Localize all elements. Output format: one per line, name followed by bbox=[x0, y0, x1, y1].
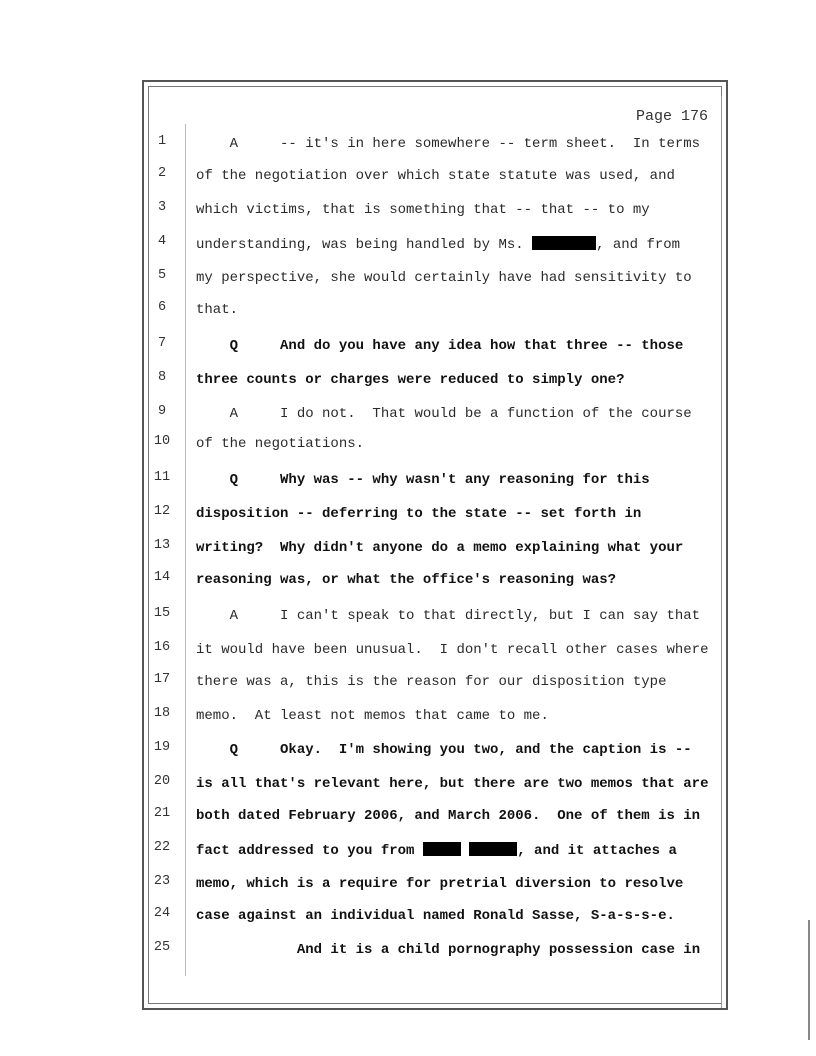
answer-text bbox=[196, 236, 680, 253]
line-text-segment: memo, which is a require for pretrial diversion to resolve bbox=[196, 876, 684, 892]
line-text-segment: A I do not. That would be a function of the course bbox=[229, 406, 692, 422]
line-number: 17 bbox=[153, 672, 171, 687]
line-text-segment: disposition -- deferring to the state -- set forth in bbox=[196, 506, 642, 522]
answer-text bbox=[196, 136, 700, 152]
line-number: 2 bbox=[157, 166, 167, 181]
line-text-segment: is all that's relevant here, but there are two memos that are bbox=[196, 776, 709, 792]
transcript-line bbox=[0, 404, 760, 424]
transcript-line bbox=[0, 336, 760, 356]
line-number: 6 bbox=[157, 300, 167, 315]
transcript-line bbox=[0, 640, 760, 660]
question-text bbox=[196, 472, 650, 488]
answer-text bbox=[196, 708, 549, 724]
question-text bbox=[196, 942, 700, 958]
transcript-line bbox=[0, 740, 760, 760]
line-number: 1 bbox=[157, 134, 167, 149]
line-text-segment bbox=[461, 843, 469, 859]
transcript-line bbox=[0, 434, 760, 454]
line-text-segment: writing? Why didn't anyone do a memo explaining what your bbox=[196, 540, 684, 556]
line-text-segment: , and it attaches a bbox=[517, 843, 677, 859]
page-number: Page 176 bbox=[636, 108, 709, 125]
line-text-segment: it would have been unusual. I don't recall other cases where bbox=[196, 642, 709, 658]
line-text-segment: which victims, that is something that -- that -- to my bbox=[196, 202, 650, 218]
answer-text bbox=[196, 270, 692, 286]
line-number: 22 bbox=[153, 840, 171, 855]
line-number: 13 bbox=[153, 538, 171, 553]
line-text-segment: that. bbox=[196, 302, 239, 318]
line-number: 5 bbox=[157, 268, 167, 283]
answer-text bbox=[196, 436, 364, 452]
transcript-line bbox=[0, 538, 760, 558]
line-number: 25 bbox=[153, 940, 171, 955]
transcript-line bbox=[0, 940, 760, 960]
line-number: 3 bbox=[157, 200, 167, 215]
line-number: 9 bbox=[157, 404, 167, 419]
line-text-segment: fact addressed to you from bbox=[196, 843, 423, 859]
transcript-line bbox=[0, 268, 760, 288]
transcript-line bbox=[0, 134, 760, 154]
question-text bbox=[196, 908, 675, 924]
line-number: 24 bbox=[153, 906, 171, 921]
question-text bbox=[196, 572, 616, 588]
line-number: 18 bbox=[153, 706, 171, 721]
transcript-line bbox=[0, 300, 760, 320]
transcript-line bbox=[0, 606, 760, 626]
line-number: 23 bbox=[153, 874, 171, 889]
transcript-line bbox=[0, 806, 760, 826]
line-number: 14 bbox=[153, 570, 171, 585]
line-text-segment: three counts or charges were reduced to simply one? bbox=[196, 372, 625, 388]
line-number: 19 bbox=[153, 740, 171, 755]
transcript-line bbox=[0, 234, 760, 254]
line-text-segment: Q Why was -- why wasn't any reasoning for this bbox=[229, 472, 650, 488]
line-text-segment: , and from bbox=[596, 237, 681, 253]
question-text bbox=[196, 372, 624, 388]
question-text bbox=[196, 338, 683, 354]
transcript-line bbox=[0, 840, 760, 860]
line-text-segment: of the negotiations. bbox=[196, 436, 365, 452]
transcript-line bbox=[0, 906, 760, 926]
transcript-line bbox=[0, 706, 760, 726]
redaction-bar bbox=[469, 842, 517, 856]
transcript-line bbox=[0, 504, 760, 524]
line-text-segment: there was a, this is the reason for our disposition type bbox=[196, 674, 667, 690]
line-number: 16 bbox=[153, 640, 171, 655]
redaction-bar bbox=[423, 842, 461, 856]
question-text bbox=[196, 742, 692, 758]
line-number: 21 bbox=[153, 806, 171, 821]
page-edge-mark bbox=[808, 920, 810, 1040]
line-number: 4 bbox=[157, 234, 167, 249]
transcript-line bbox=[0, 200, 760, 220]
question-text bbox=[196, 876, 683, 892]
question-text bbox=[196, 842, 677, 859]
line-text-segment: understanding, was being handled by Ms. bbox=[196, 237, 533, 253]
line-text-segment: memo. At least not memos that came to me. bbox=[196, 708, 549, 724]
transcript-line bbox=[0, 774, 760, 794]
transcript-line bbox=[0, 874, 760, 894]
line-text-segment: both dated February 2006, and March 2006. One of them is in bbox=[196, 808, 701, 824]
line-text-segment: case against an individual named Ronald Sasse, S-a-s-s-e. bbox=[196, 908, 675, 924]
line-number: 20 bbox=[153, 774, 171, 789]
answer-text bbox=[196, 406, 692, 422]
answer-text bbox=[196, 202, 650, 218]
question-text bbox=[196, 506, 641, 522]
question-text bbox=[196, 776, 708, 792]
line-text-segment: A -- it's in here somewhere -- term sheet. In terms bbox=[229, 136, 701, 152]
redaction-bar bbox=[532, 236, 596, 250]
transcript-line bbox=[0, 570, 760, 590]
transcript-line bbox=[0, 672, 760, 692]
line-text-segment: my perspective, she would certainly have had sensitivity to bbox=[196, 270, 692, 286]
transcript-line bbox=[0, 470, 760, 490]
line-text-segment: of the negotiation over which state statute was used, and bbox=[196, 168, 675, 184]
line-number: 15 bbox=[153, 606, 171, 621]
line-text-segment: Q Okay. I'm showing you two, and the caption is -- bbox=[229, 742, 692, 758]
line-text-segment: A I can't speak to that directly, but I can say that bbox=[229, 608, 701, 624]
transcript-line bbox=[0, 370, 760, 390]
line-text-segment: reasoning was, or what the office's reasoning was? bbox=[196, 572, 617, 588]
answer-text bbox=[196, 608, 700, 624]
transcript-line bbox=[0, 166, 760, 186]
line-number: 12 bbox=[153, 504, 171, 519]
question-text bbox=[196, 808, 700, 824]
line-number: 11 bbox=[153, 470, 171, 485]
answer-text bbox=[196, 168, 675, 184]
line-number: 7 bbox=[157, 336, 167, 351]
answer-text bbox=[196, 642, 708, 658]
line-number: 10 bbox=[153, 434, 171, 449]
answer-text bbox=[196, 302, 238, 318]
line-number: 8 bbox=[157, 370, 167, 385]
question-text bbox=[196, 540, 683, 556]
line-text-segment: And it is a child pornography possession case in bbox=[296, 942, 701, 958]
line-text-segment: Q And do you have any idea how that three -- those bbox=[229, 338, 684, 354]
answer-text bbox=[196, 674, 666, 690]
